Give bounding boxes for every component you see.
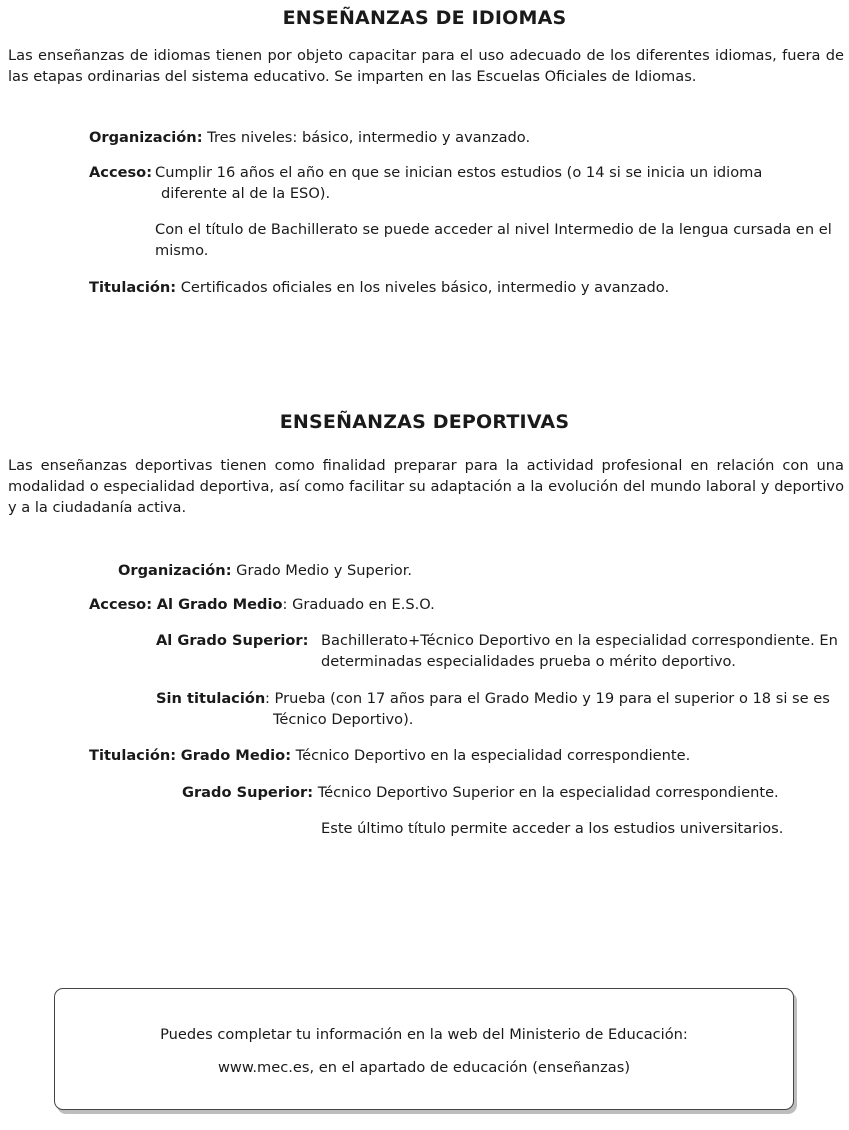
- deportivas-sin-titulacion-text: : Prueba (con 17 años para el Grado Medio y 19 para el superior o 18 si se es Técnico Deportivo).: [265, 690, 830, 728]
- mec-link[interactable]: www.mec.es: [217, 1059, 310, 1076]
- idiomas-titulacion-text: Certificados oficiales en los niveles básico, intermedio y avanzado.: [176, 279, 670, 296]
- deportivas-titulacion-superior-label: Grado Superior:: [182, 784, 314, 801]
- deportivas-titulacion-medio-text: Técnico Deportivo en la especialidad correspondiente.: [291, 747, 691, 764]
- deportivas-acceso-medio: [89, 594, 435, 615]
- deportivas-acceso-superior-text: Bachillerato+Técnico Deportivo en la especialidad correspondiente. En determinadas especialidades prueba o mérito deportivo.: [321, 632, 838, 670]
- section-title-idiomas: ENSEÑANZAS DE IDIOMAS: [282, 7, 567, 29]
- deportivas-titulacion-medio-label: Grado Medio:: [180, 747, 292, 764]
- deportivas-acceso-medio-label: Al Grado Medio: [156, 596, 283, 613]
- deportivas-titulacion-note: Este último título permite acceder a los estudios universitarios.: [321, 820, 784, 837]
- idiomas-titulacion-label: Titulación:: [89, 279, 177, 296]
- idiomas-acceso-text: Cumplir 16 años el año en que se inician estos estudios (o 14 si se inicia un idioma diferente al de la ESO).: [155, 164, 763, 202]
- deportivas-organizacion-label: Organización:: [118, 562, 232, 579]
- idiomas-intro: Las enseñanzas de idiomas tienen por objeto capacitar para el uso adecuado de los diferentes idiomas, fuera de las etapas ordinarias del sistema educativo. Se imparten en las Escuelas Oficiales de Idiomas.: [8, 47, 844, 85]
- info-box-line1: Puedes completar tu información en la web del Ministerio de Educación:: [160, 1026, 688, 1043]
- deportivas-titulacion-label: Titulación:: [89, 747, 177, 764]
- info-box: [54, 988, 794, 1110]
- idiomas-organizacion-label: Organización:: [89, 129, 203, 146]
- idiomas-organizacion-text: Tres niveles: básico, intermedio y avanzado.: [202, 129, 531, 146]
- deportivas-intro: Las enseñanzas deportivas tienen como finalidad preparar para la actividad profesional en relación con una modalidad o especialidad deportiva, así como facilitar su adaptación a la evolución del mundo laboral y deportivo y a la ciudadanía activa.: [8, 457, 844, 516]
- idiomas-acceso-extra: Con el título de Bachillerato se puede acceder al nivel Intermedio de la lengua cursada en el mismo.: [155, 221, 832, 259]
- section-title-deportivas: ENSEÑANZAS DEPORTIVAS: [279, 411, 570, 433]
- deportivas-acceso-label: Acceso:: [89, 596, 153, 613]
- deportivas-organizacion-text: Grado Medio y Superior.: [231, 562, 413, 579]
- deportivas-titulacion-medio: [89, 745, 690, 766]
- info-box-line2: [55, 1059, 793, 1076]
- deportivas-sin-titulacion-label: Sin titulación: [156, 690, 266, 707]
- idiomas-titulacion: [89, 277, 669, 298]
- deportivas-titulacion-superior-text: Técnico Deportivo Superior en la especialidad correspondiente.: [313, 784, 779, 801]
- deportivas-acceso-superior-label: Al Grado Superior:: [156, 632, 309, 649]
- deportivas-organizacion: [118, 560, 412, 581]
- info-box-line2-rest: , en el apartado de educación (enseñanzas): [309, 1059, 631, 1076]
- idiomas-organizacion: [89, 127, 530, 148]
- idiomas-acceso-label: Acceso:: [89, 164, 153, 181]
- deportivas-titulacion-superior: [182, 782, 779, 803]
- deportivas-acceso-medio-text: : Graduado en E.S.O.: [282, 596, 435, 613]
